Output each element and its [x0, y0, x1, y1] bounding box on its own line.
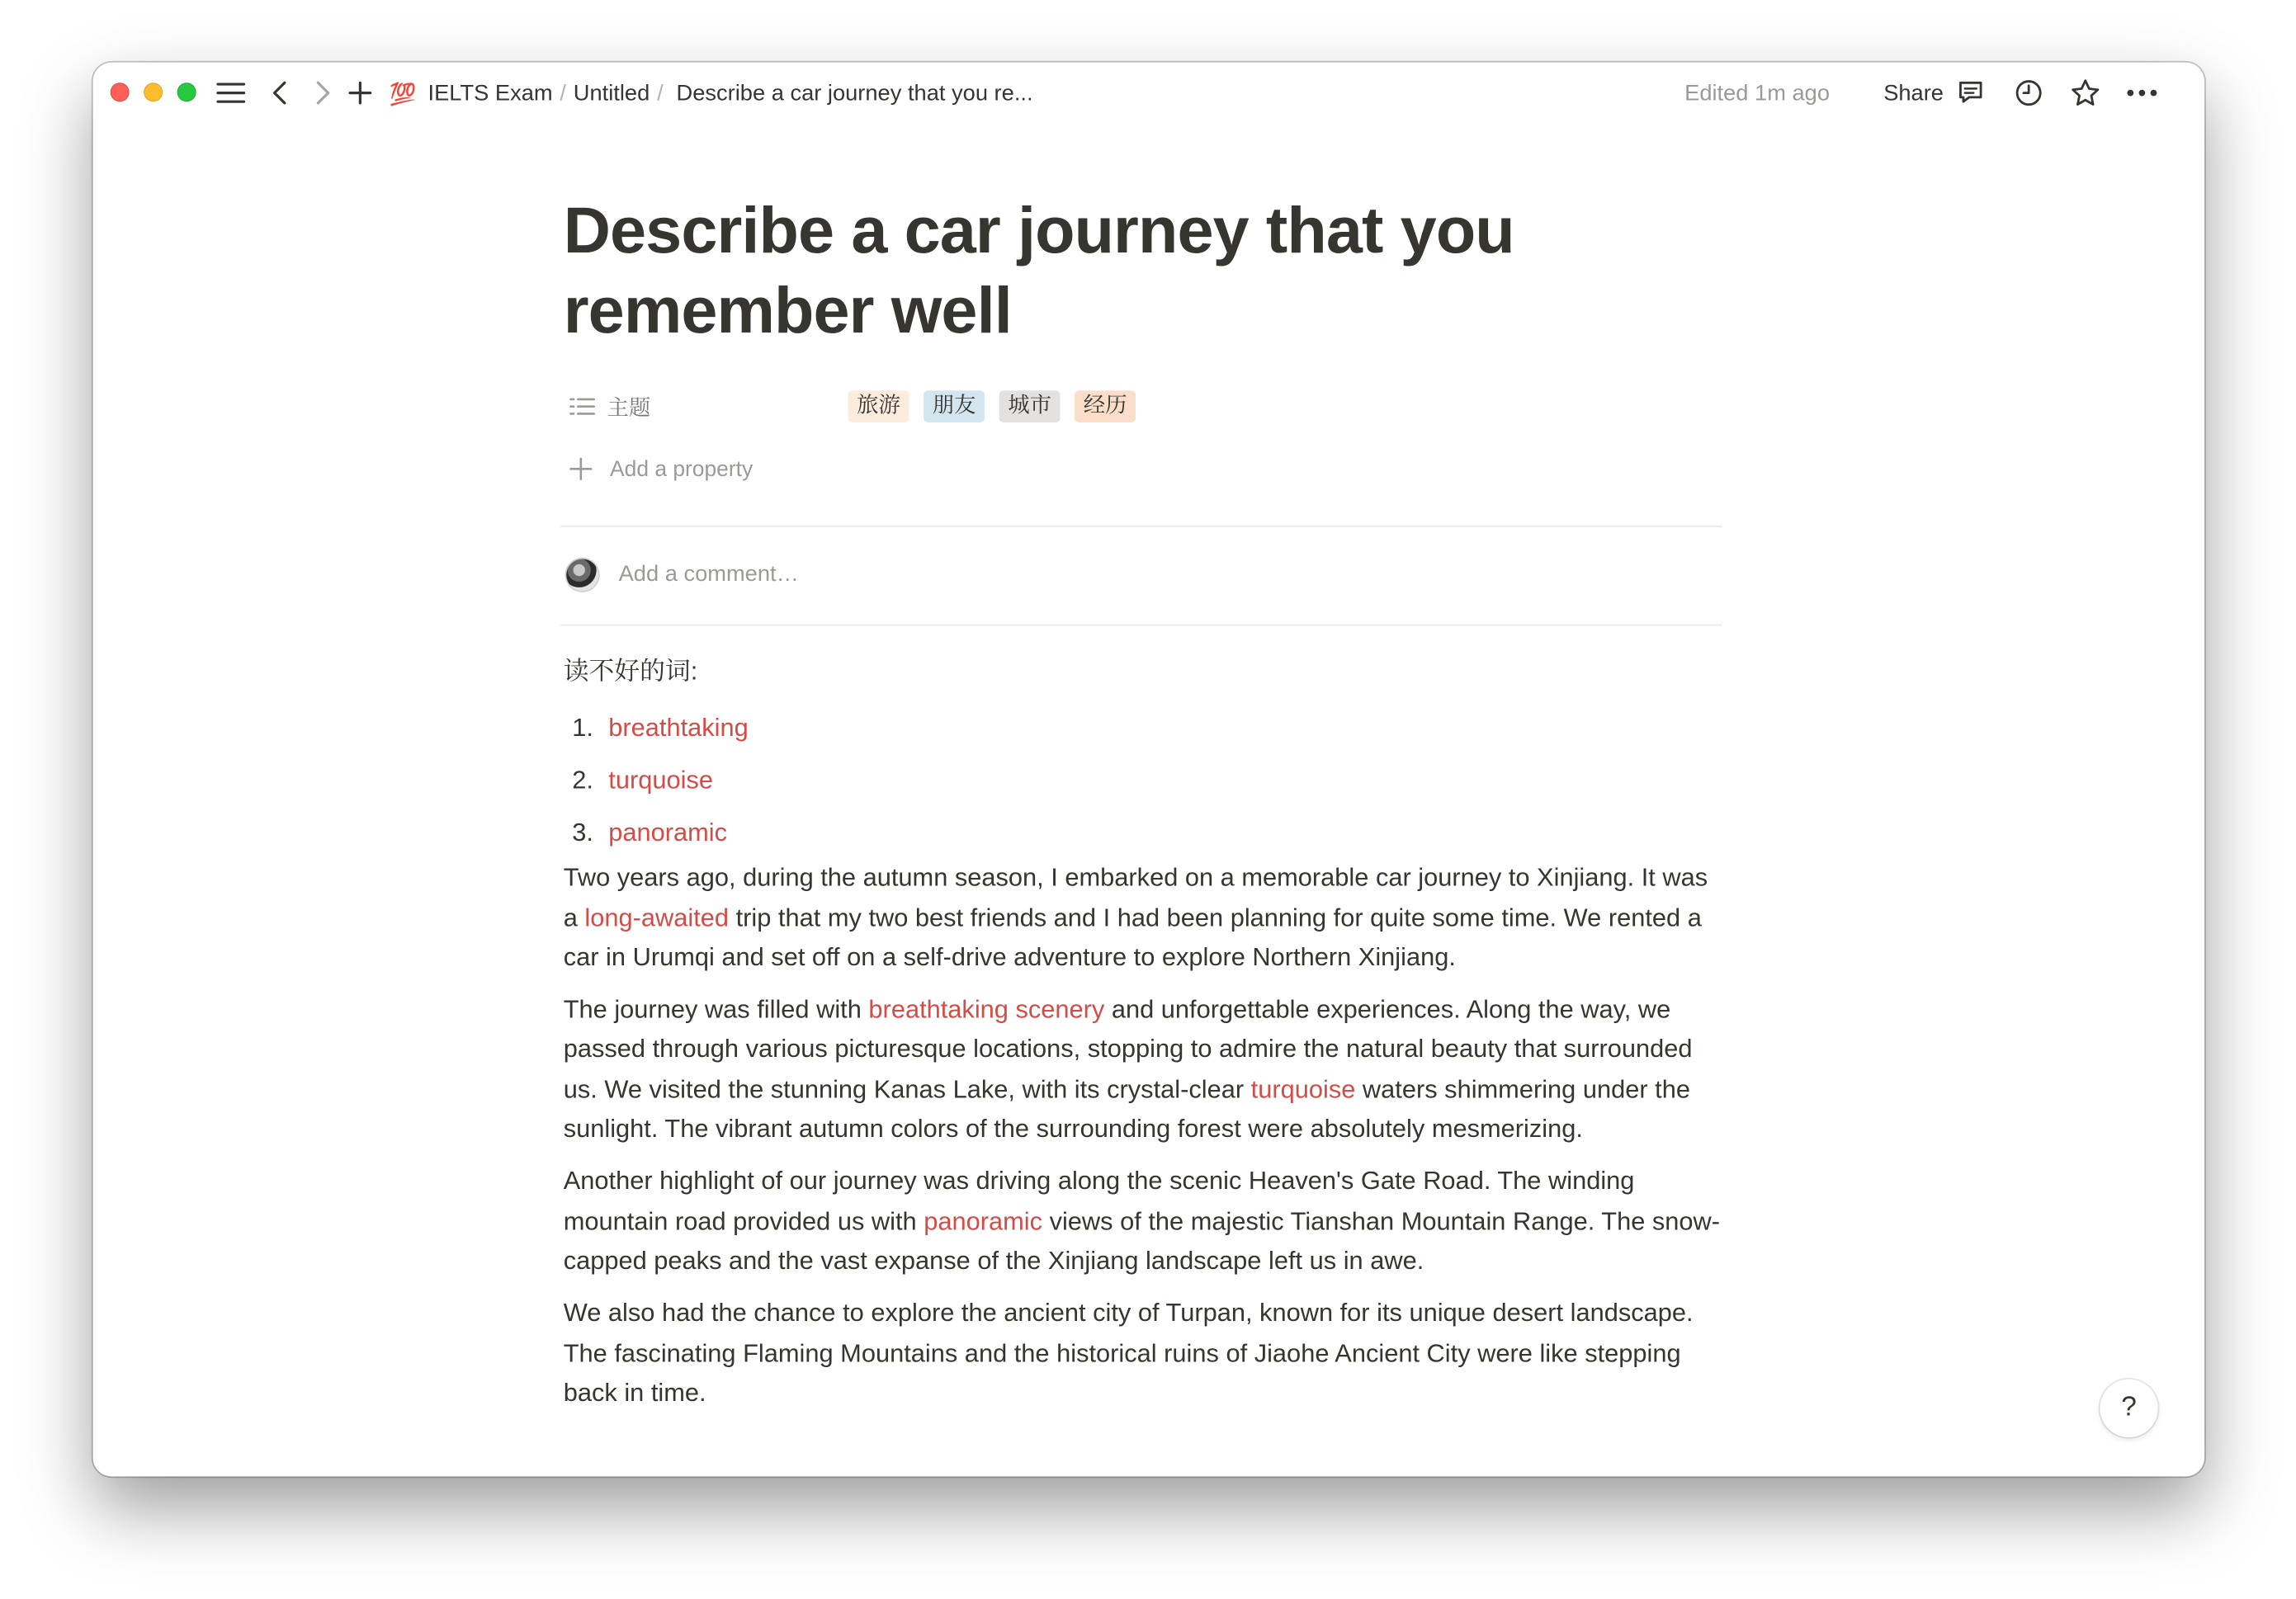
- breadcrumb-item-untitled[interactable]: Untitled: [573, 81, 650, 106]
- property-row[interactable]: [564, 388, 1726, 426]
- property-name: 主题: [607, 395, 651, 421]
- tag-experience[interactable]: 经历: [1075, 390, 1136, 422]
- plus-icon: [569, 457, 593, 480]
- hard-words-label: 读不好的词:: [563, 656, 698, 686]
- list-icon: [569, 396, 596, 417]
- tag-travel[interactable]: 旅游: [848, 390, 909, 422]
- forward-icon[interactable]: [306, 77, 338, 109]
- comment-box[interactable]: [566, 554, 799, 595]
- breadcrumb-item-ielts-exam[interactable]: IELTS Exam: [428, 81, 553, 106]
- help-button[interactable]: ?: [2100, 1380, 2157, 1437]
- paragraph: Two years ago, during the autumn season, I embarked on a memorable car journey to Xinjiang. It was a long-awaited trip that my two best friends and I had been planning for quite some time. We rented a car in Urumqi and set off on a self-drive adventure to explore Northern Xinjiang.: [563, 862, 1708, 971]
- property-tags[interactable]: [848, 390, 1136, 422]
- avatar: [566, 559, 598, 591]
- breadcrumb-separator: /: [560, 81, 566, 106]
- breadcrumb: [390, 77, 1033, 111]
- divider: [560, 526, 1722, 527]
- minimize-window-button[interactable]: [144, 83, 163, 101]
- app-window: [93, 63, 2204, 1477]
- page-title[interactable]: Describe a car journey that you remember well: [563, 193, 1514, 347]
- history-icon[interactable]: [2013, 77, 2045, 109]
- more-icon[interactable]: [2126, 77, 2158, 109]
- tag-friends[interactable]: 朋友: [924, 390, 985, 422]
- breadcrumb-item-current[interactable]: Describe a car journey that you re...: [676, 81, 1033, 106]
- paragraph: Another highlight of our journey was driving along the scenic Heaven's Gate Road. The winding mountain road provided us with panoramic views of the majestic Tianshan Mountain Range. The snow-capped peaks and the vast expanse of the Xinjiang landscape left us in awe.: [563, 1166, 1721, 1275]
- plus-icon[interactable]: [344, 77, 376, 109]
- sidebar-menu-icon[interactable]: [215, 77, 247, 109]
- star-icon[interactable]: [2069, 77, 2101, 109]
- share-button[interactable]: Share: [1883, 81, 1944, 106]
- top-bar: [93, 63, 2204, 126]
- zoom-window-button[interactable]: [177, 83, 196, 101]
- edited-status: Edited 1m ago: [1684, 81, 1831, 106]
- property-label[interactable]: [569, 388, 651, 426]
- back-icon[interactable]: [264, 77, 296, 109]
- paragraph: The journey was filled with breathtaking scenery and unforgettable experiences. Along the way, we passed through various picturesque locations, stopping to admire the natural beauty that surrounded us. We visited the stunning Kanas Lake, with its crystal-clear turquoise waters shimmering under the sunlight. The vibrant autumn colors of the surrounding forest were absolutely mesmerizing.: [563, 994, 1693, 1143]
- page-emoji-icon: 💯: [389, 83, 415, 108]
- list-item: 1. breathtaking: [572, 713, 749, 743]
- close-window-button[interactable]: [111, 83, 130, 101]
- comment-icon[interactable]: [1954, 77, 1987, 109]
- add-property-button[interactable]: [569, 450, 753, 488]
- comment-input[interactable]: Add a comment…: [618, 561, 799, 587]
- divider: [560, 625, 1722, 626]
- add-property-label: Add a property: [610, 456, 754, 482]
- list-item: 3. panoramic: [572, 818, 728, 847]
- tag-city[interactable]: 城市: [999, 390, 1061, 422]
- list-item: 2. turquoise: [572, 765, 713, 795]
- hard-words-list: [564, 701, 1726, 858]
- paragraph: We also had the chance to explore the ancient city of Turpan, known for its unique desert landscape. The fascinating Flaming Mountains and the historical ruins of Jiaohe Ancient City were like stepping back in time.: [563, 1298, 1694, 1407]
- breadcrumb-separator: /: [657, 81, 664, 106]
- page-body[interactable]: [564, 652, 1726, 1413]
